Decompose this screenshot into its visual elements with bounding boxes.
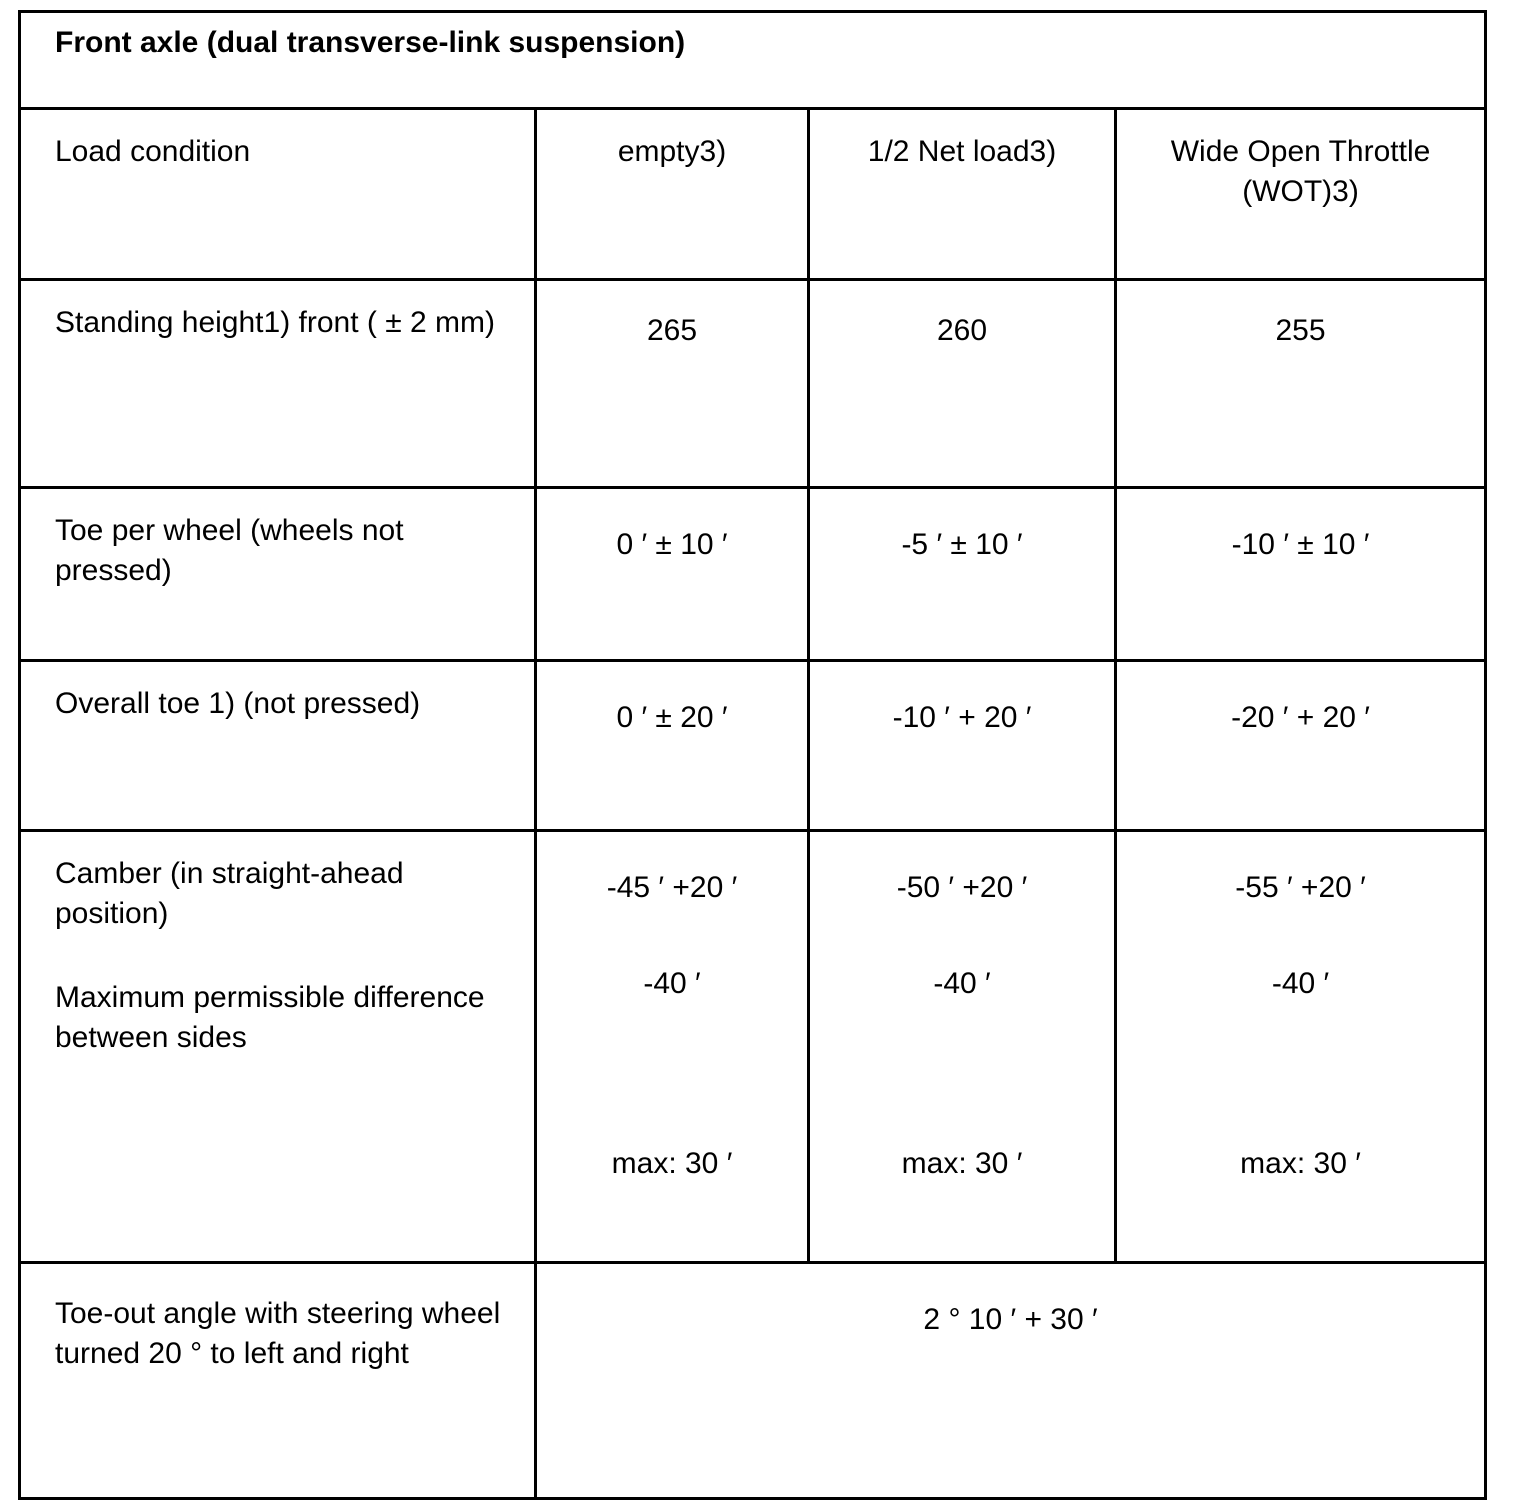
camber-half-load-max: max: 30 ′ xyxy=(901,1147,1023,1180)
table-title: Front axle (dual transverse-link suspension) xyxy=(55,26,686,59)
toe-out-value: 2 ° 10 ′ + 30 ′ xyxy=(536,1263,1486,1499)
overall-toe-label: Overall toe 1) (not pressed) xyxy=(20,661,536,831)
overall-toe-half-load: -10 ′ + 20 ′ xyxy=(809,661,1116,831)
camber-empty-sub: -40 ′ xyxy=(643,967,701,1000)
camber-empty: -45 ′ +20 ′ xyxy=(606,871,738,904)
header-row xyxy=(20,109,1486,280)
camber-wot: -55 ′ +20 ′ xyxy=(1235,871,1366,904)
toe-out-label: Toe-out angle with steering wheel turned 20 ° to left and right xyxy=(20,1263,536,1499)
camber-half-load: -50 ′ +20 ′ xyxy=(896,871,1028,904)
camber-wot-max: max: 30 ′ xyxy=(1240,1147,1361,1180)
standing-height-label: Standing height1) front ( ± 2 mm) xyxy=(20,280,536,488)
standing-height-empty: 265 xyxy=(536,280,809,488)
camber-label-cell xyxy=(20,831,536,1263)
toe-per-wheel-half-load: -5 ′ ± 10 ′ xyxy=(809,488,1116,661)
standing-height-wot: 255 xyxy=(1116,280,1486,488)
toe-per-wheel-label: Toe per wheel (wheels not pressed) xyxy=(20,488,536,661)
toe-per-wheel-wot: -10 ′ ± 10 ′ xyxy=(1116,488,1486,661)
front-axle-spec-table xyxy=(18,10,1487,1500)
column-header-wot: Wide Open Throttle (WOT)3) xyxy=(1116,109,1486,280)
load-condition-label: Load condition xyxy=(20,109,536,280)
table-row xyxy=(20,831,1486,1263)
column-header-empty: empty3) xyxy=(536,109,809,280)
title-row xyxy=(20,12,1486,109)
overall-toe-empty: 0 ′ ± 20 ′ xyxy=(536,661,809,831)
table-row xyxy=(20,488,1486,661)
camber-difference-note: Maximum permissible difference between sides xyxy=(55,981,485,1054)
standing-height-half-load: 260 xyxy=(809,280,1116,488)
camber-wot-sub: -40 ′ xyxy=(1271,967,1330,1000)
toe-per-wheel-empty: 0 ′ ± 10 ′ xyxy=(536,488,809,661)
table-title-cell xyxy=(20,12,1486,109)
camber-half-load-sub: -40 ′ xyxy=(933,967,991,1000)
table-row xyxy=(20,661,1486,831)
table-row xyxy=(20,1263,1486,1499)
column-header-half-load: 1/2 Net load3) xyxy=(809,109,1116,280)
camber-label: Camber (in straight-ahead position) xyxy=(55,857,404,930)
camber-empty-cell xyxy=(536,831,809,1263)
camber-empty-max: max: 30 ′ xyxy=(611,1147,733,1180)
camber-half-load-cell xyxy=(809,831,1116,1263)
camber-wot-cell xyxy=(1116,831,1486,1263)
table-row xyxy=(20,280,1486,488)
overall-toe-wot: -20 ′ + 20 ′ xyxy=(1116,661,1486,831)
